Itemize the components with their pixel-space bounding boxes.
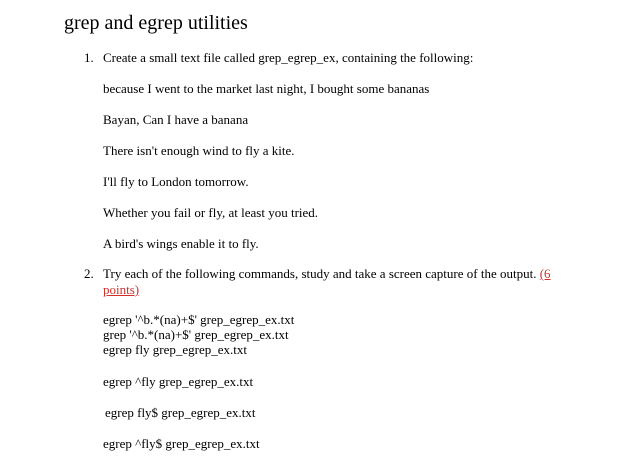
command-5: egrep fly$ grep_egrep_ex.txt [105,405,256,420]
file-line-1: because I went to the market last night, I bought some bananas [103,81,430,96]
command-1: egrep '^b.*(na)+$' grep_egrep_ex.txt [103,312,295,327]
instruction-2 [103,266,551,282]
file-line-2: Bayan, Can I have a banana [103,112,249,127]
file-line-4: I'll fly to London tomorrow. [103,174,249,189]
points-link-continued[interactable]: points) [103,282,140,297]
list-number-2: 2. [84,266,94,281]
instruction-2-text: Try each of the following commands, study and take a screen capture of the output. [103,266,537,281]
instruction-1: Create a small text file called grep_egrep_ex, containing the following: [103,50,474,65]
document-title: grep and egrep utilities [64,12,248,34]
file-line-3: There isn't enough wind to fly a kite. [103,143,295,158]
file-line-6: A bird's wings enable it to fly. [103,236,259,251]
file-line-5: Whether you fail or fly, at least you tried. [103,205,319,220]
points-link[interactable]: (6 [539,266,551,281]
list-number-1: 1. [84,50,94,65]
command-6: egrep ^fly$ grep_egrep_ex.txt [103,436,260,451]
command-3: egrep fly grep_egrep_ex.txt [103,342,248,357]
command-4: egrep ^fly grep_egrep_ex.txt [103,374,254,389]
command-2: grep '^b.*(na)+$' grep_egrep_ex.txt [103,327,289,342]
